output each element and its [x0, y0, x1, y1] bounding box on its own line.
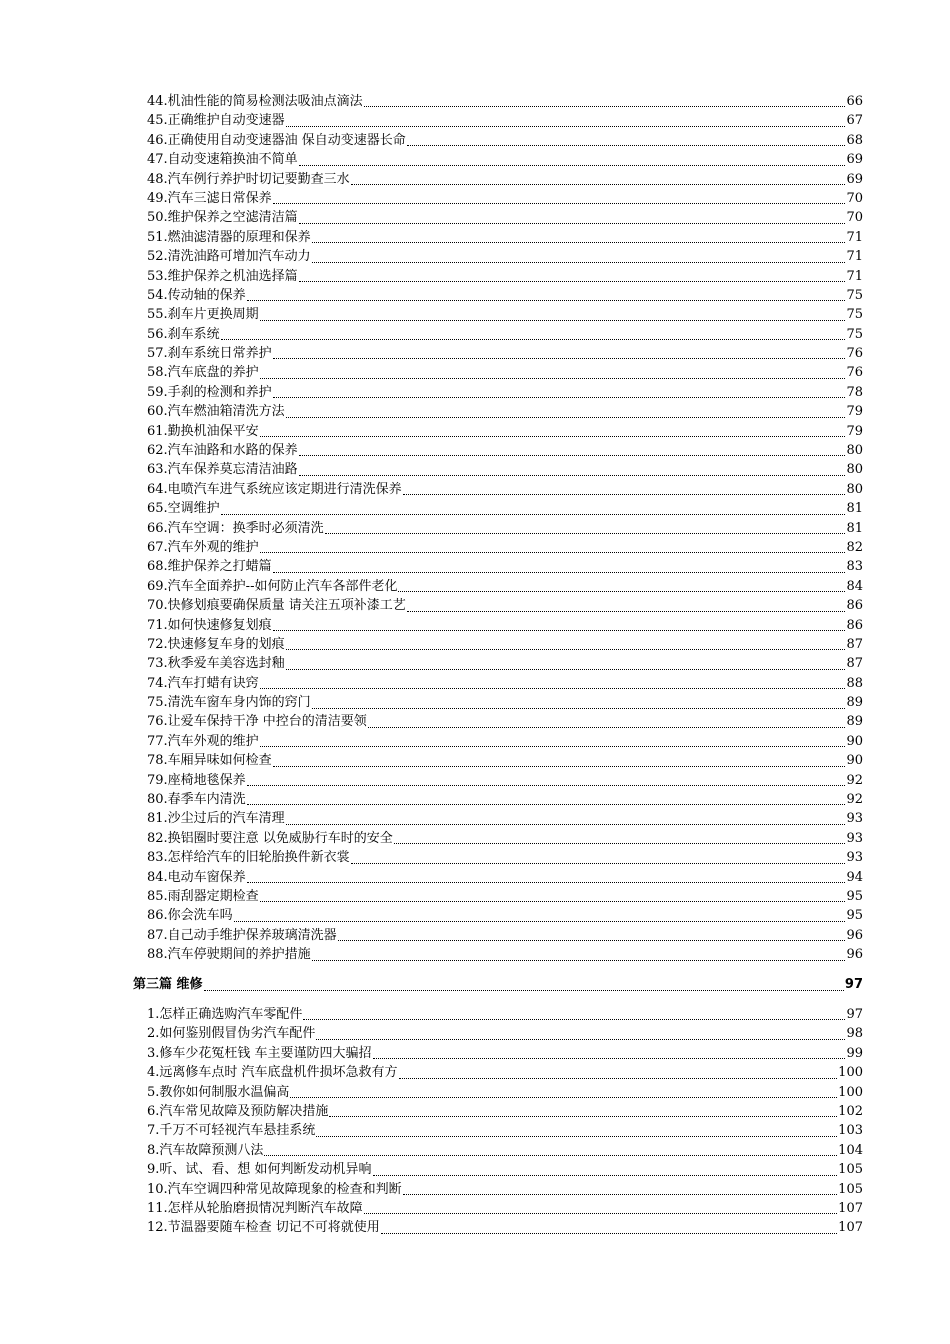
toc-entry-title: 5.教你如何制服水温偏高 — [147, 1084, 290, 1100]
toc-entry-title: 54.传动轴的保养 — [147, 287, 246, 303]
toc-entry-title: 49.汽车三滤日常保养 — [147, 190, 272, 206]
toc-entry-title: 59.手刹的检测和养护 — [147, 384, 272, 400]
toc-entry-title: 87.自己动手维护保养玻璃清洗器 — [147, 927, 337, 943]
dot-leader — [312, 242, 846, 243]
dot-leader — [299, 165, 846, 166]
toc-entry-page-number: 76 — [846, 346, 863, 362]
dot-leader — [403, 1194, 837, 1195]
toc-entry-title: 50.维护保养之空滤清洁篇 — [147, 210, 298, 226]
toc-entry[interactable] — [147, 499, 863, 518]
toc-entry-page-number: 87 — [846, 636, 863, 652]
toc-entry-title: 65.空调维护 — [147, 501, 220, 517]
toc-entry-page-number: 92 — [846, 792, 863, 808]
dot-leader — [312, 960, 846, 961]
toc-entry-title: 81.沙尘过后的汽车清理 — [147, 811, 285, 827]
toc-list-part-two — [147, 92, 863, 965]
toc-entry-title: 71.如何快速修复划痕 — [147, 617, 272, 633]
toc-entry-title: 53.维护保养之机油选择篇 — [147, 268, 298, 284]
toc-entry[interactable] — [147, 1180, 863, 1199]
toc-entry-title: 6.汽车常见故障及预防解决措施 — [147, 1103, 329, 1119]
dot-leader — [260, 552, 846, 553]
toc-entry[interactable] — [147, 131, 863, 150]
dot-leader — [312, 262, 846, 263]
dot-leader — [325, 533, 846, 534]
toc-entry-page-number: 94 — [846, 869, 863, 885]
dot-leader — [273, 358, 846, 359]
toc-entry-title: 48.汽车例行养护时切记要勤查三水 — [147, 171, 350, 187]
toc-entry-title: 79.座椅地毯保养 — [147, 772, 246, 788]
toc-entry-page-number: 71 — [846, 268, 863, 284]
toc-entry-title: 70.快修划痕要确保质量 请关注五项补漆工艺 — [147, 598, 406, 614]
toc-entry-page-number: 75 — [846, 326, 863, 342]
toc-entry-title: 88.汽车停驶期间的养护措施 — [147, 947, 311, 963]
toc-entry-page-number: 105 — [838, 1162, 863, 1178]
toc-entry[interactable] — [147, 1160, 863, 1179]
toc-entry-title: 51.燃油滤清器的原理和保养 — [147, 229, 311, 245]
toc-entry-page-number: 67 — [846, 113, 863, 129]
toc-entry[interactable] — [147, 713, 863, 732]
dot-leader — [381, 1233, 837, 1234]
toc-entry[interactable] — [147, 848, 863, 867]
toc-entry-title: 3.修车少花冤枉钱 车主要谨防四大骗招 — [147, 1045, 372, 1061]
dot-leader — [364, 106, 846, 107]
toc-entry[interactable] — [147, 790, 863, 809]
toc-entry[interactable] — [147, 325, 863, 344]
toc-entry-title: 64.电喷汽车进气系统应该定期进行清洗保养 — [147, 481, 402, 497]
toc-entry[interactable] — [147, 1102, 863, 1121]
toc-entry-title: 60.汽车燃油箱清洗方法 — [147, 404, 285, 420]
dot-leader — [247, 804, 846, 805]
toc-entry-title: 11.怎样从轮胎磨损情况判断汽车故障 — [147, 1200, 363, 1216]
toc-entry-page-number: 69 — [846, 152, 863, 168]
toc-entry[interactable] — [147, 363, 863, 382]
toc-entry-page-number: 95 — [846, 889, 863, 904]
dot-leader — [260, 378, 846, 379]
toc-entry[interactable] — [147, 809, 863, 828]
toc-entry[interactable] — [147, 150, 863, 169]
toc-entry[interactable] — [147, 577, 863, 596]
toc-entry-page-number: 70 — [846, 210, 863, 226]
toc-entry-page-number: 70 — [846, 190, 863, 206]
toc-entry[interactable] — [147, 926, 863, 945]
dot-leader — [260, 436, 846, 437]
toc-entry-page-number: 79 — [846, 423, 863, 439]
toc-entry[interactable] — [147, 189, 863, 208]
dot-leader — [329, 1116, 837, 1117]
toc-entry[interactable] — [147, 1024, 863, 1043]
toc-entry-title: 56.刹车系统 — [147, 326, 220, 342]
dot-leader — [338, 940, 846, 941]
toc-entry-page-number: 96 — [846, 947, 863, 963]
dot-leader — [299, 223, 846, 224]
toc-entry[interactable] — [147, 674, 863, 693]
toc-entry[interactable] — [147, 906, 863, 925]
toc-entry-page-number: 86 — [846, 598, 863, 614]
toc-entry-page-number: 103 — [838, 1123, 863, 1139]
dot-leader — [286, 669, 846, 670]
toc-entry-title: 75.清洗车窗车身内饰的窍门 — [147, 695, 311, 711]
toc-entry-title: 10.汽车空调四种常见故障现象的检查和判断 — [147, 1181, 402, 1197]
dot-leader — [303, 1019, 845, 1020]
dot-leader — [286, 126, 846, 127]
toc-entry-title: 67.汽车外观的维护 — [147, 539, 259, 555]
toc-entry-page-number: 87 — [846, 656, 863, 672]
toc-entry-page-number: 90 — [846, 733, 863, 749]
toc-entry[interactable] — [147, 1199, 863, 1218]
toc-entry-title: 2.如何鉴别假冒伪劣汽车配件 — [147, 1026, 316, 1042]
toc-entry-title: 82.换铝圈时要注意 以免威胁行车时的安全 — [147, 830, 393, 846]
toc-entry-title: 74.汽车打蜡有诀窍 — [147, 675, 259, 691]
dot-leader — [234, 921, 846, 922]
toc-entry-title: 83.怎样给汽车的旧轮胎换件新衣裳 — [147, 850, 350, 866]
toc-entry[interactable] — [147, 1218, 863, 1237]
toc-entry-page-number: 90 — [846, 753, 863, 769]
toc-entry-page-number: 71 — [846, 229, 863, 245]
dot-leader — [316, 1039, 845, 1040]
dot-leader — [247, 300, 846, 301]
dot-leader — [286, 417, 846, 418]
toc-entry[interactable] — [147, 1063, 863, 1082]
toc-entry[interactable] — [147, 945, 863, 964]
toc-entry-page-number: 80 — [846, 443, 863, 459]
toc-entry-page-number: 81 — [846, 520, 863, 536]
dot-leader — [364, 1213, 837, 1214]
dot-leader — [273, 766, 846, 767]
dot-leader — [299, 455, 846, 456]
dot-leader — [247, 785, 846, 786]
toc-entry-title: 72.快速修复车身的划痕 — [147, 636, 285, 652]
dot-leader — [351, 184, 846, 185]
toc-entry-page-number: 93 — [846, 811, 863, 827]
dot-leader — [394, 843, 846, 844]
toc-entry-page-number: 68 — [846, 132, 863, 148]
toc-entry-page-number: 98 — [846, 1026, 863, 1042]
toc-entry-title: 9.听、试、看、想 如何判断发动机异响 — [147, 1162, 372, 1178]
toc-entry-title: 85.雨刮器定期检查 — [147, 889, 259, 904]
toc-entry[interactable] — [147, 92, 863, 111]
toc-entry-page-number: 95 — [846, 908, 863, 924]
toc-entry-title: 12.节温器要随车检查 切记不可将就使用 — [147, 1220, 380, 1236]
toc-entry[interactable] — [147, 402, 863, 421]
dot-leader — [398, 591, 845, 592]
toc-entry-page-number: 88 — [846, 675, 863, 691]
toc-entry-title: 58.汽车底盘的养护 — [147, 365, 259, 381]
toc-entry[interactable] — [147, 887, 863, 906]
dot-leader — [407, 611, 846, 612]
toc-entry-page-number: 80 — [846, 462, 863, 478]
toc-entry-title: 57.刹车系统日常养护 — [147, 346, 272, 362]
toc-entry-page-number: 107 — [838, 1220, 863, 1236]
toc-entry-page-number: 99 — [846, 1045, 863, 1061]
toc-section-heading[interactable] — [133, 975, 863, 995]
toc-entry[interactable] — [147, 267, 863, 286]
toc-entry-title: 44.机油性能的简易检测法吸油点滴法 — [147, 93, 363, 109]
dot-leader — [221, 339, 846, 340]
toc-entry-page-number: 71 — [846, 249, 863, 265]
toc-entry-page-number: 69 — [846, 171, 863, 187]
toc-entry[interactable] — [147, 596, 863, 615]
toc-entry-title: 84.电动车窗保养 — [147, 869, 246, 885]
toc-entry-title: 80.春季车内清洗 — [147, 792, 246, 808]
toc-entry[interactable] — [147, 1121, 863, 1140]
dot-leader — [299, 475, 846, 476]
dot-leader — [299, 281, 846, 282]
toc-entry-title: 1.怎样正确选购汽车零配件 — [147, 1006, 303, 1022]
toc-entry-title: 52.清洗油路可增加汽车动力 — [147, 249, 311, 265]
toc-entry-title: 76.让爱车保持干净 中控台的清洁要领 — [147, 714, 367, 730]
toc-entry[interactable] — [147, 383, 863, 402]
toc-entry[interactable] — [147, 732, 863, 751]
toc-entry-page-number: 104 — [838, 1142, 863, 1158]
dot-leader — [260, 746, 846, 747]
toc-entry[interactable] — [147, 616, 863, 635]
section-title: 第三篇 维修 — [133, 977, 203, 992]
dot-leader — [273, 630, 846, 631]
toc-entry[interactable] — [147, 868, 863, 887]
toc-entry[interactable] — [147, 519, 863, 538]
toc-entry-page-number: 97 — [846, 1006, 863, 1022]
dot-leader — [286, 824, 846, 825]
toc-entry-page-number: 100 — [838, 1065, 863, 1081]
toc-entry-page-number: 105 — [838, 1181, 863, 1197]
dot-leader — [260, 320, 846, 321]
toc-entry[interactable] — [147, 170, 863, 189]
dot-leader — [312, 708, 846, 709]
toc-entry[interactable] — [147, 635, 863, 654]
dot-leader — [290, 1097, 837, 1098]
toc-entry[interactable] — [147, 460, 863, 479]
toc-entry-page-number: 93 — [846, 850, 863, 866]
toc-entry[interactable] — [147, 557, 863, 576]
toc-entry-title: 69.汽车全面养护--如何防止汽车各部件老化 — [147, 578, 398, 594]
dot-leader — [204, 990, 844, 991]
toc-entry-title: 4.远离修车点时 汽车底盘机件损坏急救有方 — [147, 1065, 398, 1081]
dot-leader — [316, 1136, 837, 1137]
dot-leader — [264, 1155, 837, 1156]
toc-entry[interactable] — [147, 1141, 863, 1160]
toc-entry[interactable] — [147, 1005, 863, 1024]
toc-entry-title: 66.汽车空调：换季时必须清洗 — [147, 520, 324, 536]
toc-entry-page-number: 75 — [846, 287, 863, 303]
toc-entry[interactable] — [147, 829, 863, 848]
toc-entry[interactable] — [147, 751, 863, 770]
dot-leader — [273, 572, 846, 573]
dot-leader — [221, 514, 846, 515]
toc-entry-page-number: 89 — [846, 714, 863, 730]
toc-entry-title: 47.自动变速箱换油不简单 — [147, 152, 298, 168]
toc-entry-title: 78.车厢异味如何检查 — [147, 753, 272, 769]
dot-leader — [247, 882, 846, 883]
toc-entry-title: 73.秋季爱车美容选封釉 — [147, 656, 285, 672]
toc-entry[interactable] — [147, 1044, 863, 1063]
toc-entry[interactable] — [147, 771, 863, 790]
toc-entry-page-number: 92 — [846, 772, 863, 788]
toc-entry-page-number: 100 — [838, 1084, 863, 1100]
toc-entry-title: 61.勤换机油保平安 — [147, 423, 259, 439]
toc-entry-page-number: 84 — [846, 578, 863, 594]
toc-entry[interactable] — [147, 111, 863, 130]
dot-leader — [368, 727, 846, 728]
toc-entry-page-number: 66 — [846, 93, 863, 109]
toc-list-part-three — [147, 1005, 863, 1238]
toc-entry-page-number: 107 — [838, 1200, 863, 1216]
toc-entry[interactable] — [147, 441, 863, 460]
toc-entry-page-number: 96 — [846, 927, 863, 943]
dot-leader — [273, 397, 846, 398]
dot-leader — [351, 863, 846, 864]
toc-entry-title: 45.正确维护自动变速器 — [147, 113, 285, 129]
dot-leader — [403, 494, 846, 495]
dot-leader — [399, 1078, 838, 1079]
toc-entry-page-number: 76 — [846, 365, 863, 381]
toc-entry-title: 46.正确使用自动变速器油 保自动变速器长命 — [147, 132, 406, 148]
toc-entry-page-number: 75 — [846, 307, 863, 323]
toc-entry[interactable] — [147, 693, 863, 712]
toc-entry-title: 68.维护保养之打蜡篇 — [147, 559, 272, 575]
dot-leader — [260, 901, 846, 902]
dot-leader — [373, 1058, 846, 1059]
toc-entry-page-number: 78 — [846, 384, 863, 400]
toc-entry-title: 77.汽车外观的维护 — [147, 733, 259, 749]
toc-entry-title: 86.你会洗车吗 — [147, 908, 233, 924]
toc-entry[interactable] — [147, 538, 863, 557]
toc-entry[interactable] — [147, 422, 863, 441]
toc-entry-page-number: 79 — [846, 404, 863, 420]
toc-entry-page-number: 80 — [846, 481, 863, 497]
toc-entry-title: 7.千万不可轻视汽车悬挂系统 — [147, 1123, 316, 1139]
toc-entry[interactable] — [147, 1083, 863, 1102]
toc-entry-page-number: 86 — [846, 617, 863, 633]
toc-entry[interactable] — [147, 654, 863, 673]
dot-leader — [373, 1175, 838, 1176]
section-page-number: 97 — [844, 977, 863, 992]
dot-leader — [407, 145, 846, 146]
toc-entry-title: 62.汽车油路和水路的保养 — [147, 443, 298, 459]
toc-entry[interactable] — [147, 480, 863, 499]
toc-entry[interactable] — [147, 344, 863, 363]
toc-entry[interactable] — [147, 286, 863, 305]
dot-leader — [286, 649, 846, 650]
toc-entry[interactable] — [147, 208, 863, 227]
toc-entry-page-number: 93 — [846, 830, 863, 846]
toc-entry[interactable] — [147, 228, 863, 247]
toc-entry-page-number: 81 — [846, 501, 863, 517]
toc-entry-title: 55.刹车片更换周期 — [147, 307, 259, 323]
toc-entry-page-number: 82 — [846, 539, 863, 555]
toc-entry-page-number: 83 — [846, 559, 863, 575]
toc-entry[interactable] — [147, 305, 863, 324]
toc-entry-title: 63.汽车保养莫忘清洁油路 — [147, 462, 298, 478]
toc-entry-page-number: 102 — [838, 1103, 863, 1119]
toc-entry[interactable] — [147, 247, 863, 266]
toc-entry-page-number: 89 — [846, 695, 863, 711]
dot-leader — [260, 688, 846, 689]
toc-entry-title: 8.汽车故障预测八法 — [147, 1142, 264, 1158]
dot-leader — [273, 203, 846, 204]
